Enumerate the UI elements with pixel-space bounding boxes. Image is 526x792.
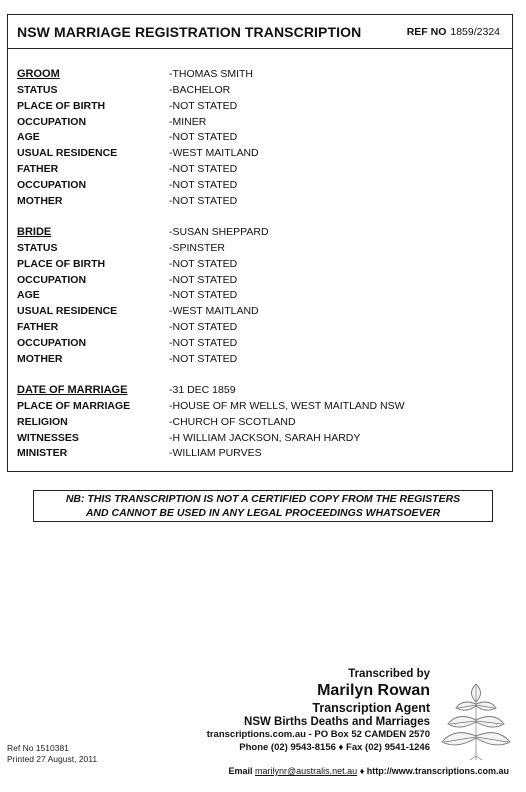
field-label: MOTHER: [17, 352, 63, 365]
ref-value: 1859/2324: [450, 26, 500, 38]
meta-printed: Printed 27 August, 2011: [7, 754, 98, 764]
field-value: -THOMAS SMITH: [169, 68, 253, 80]
field-label: FATHER: [17, 163, 59, 176]
agent-org: NSW Births Deaths and Marriages: [244, 716, 430, 728]
field-row: [17, 194, 507, 210]
field-label: OCCUPATION: [17, 115, 87, 128]
field-row: [17, 257, 507, 273]
groom-heading-row: [17, 67, 507, 83]
marriage-heading-row: [17, 383, 507, 399]
meta-ref-no: Ref No 1510381: [7, 743, 69, 753]
bride-heading-row: [17, 225, 507, 241]
transcription-frame: [7, 14, 513, 472]
field-row: [17, 288, 507, 304]
field-value: -HOUSE OF MR WELLS, WEST MAITLAND NSW: [169, 399, 405, 412]
agent-address: transcriptions.com.au - PO Box 52 CAMDEN 2570: [206, 729, 430, 740]
field-row: [17, 241, 507, 257]
field-label: STATUS: [17, 241, 58, 254]
field-value: -BACHELOR: [169, 83, 231, 96]
field-row: [17, 431, 507, 447]
document-header: [8, 15, 512, 49]
web-link[interactable]: ♦ http://www.transcriptions.com.au: [359, 766, 509, 776]
field-value: -WILLIAM PURVES: [169, 447, 262, 460]
agent-block: [207, 668, 430, 753]
agent-name: Marilyn Rowan: [317, 682, 430, 699]
field-row: [17, 352, 507, 368]
field-row: [17, 273, 507, 289]
field-value: -NOT STATED: [169, 336, 238, 349]
reference-number: [407, 26, 500, 38]
field-label: PLACE OF BIRTH: [17, 257, 106, 270]
field-label: OCCUPATION: [17, 336, 87, 349]
field-value: -CHURCH OF SCOTLAND: [169, 415, 296, 428]
field-value: -NOT STATED: [169, 321, 238, 334]
field-label: AGE: [17, 131, 40, 144]
document-title: NSW MARRIAGE REGISTRATION TRANSCRIPTION: [17, 24, 362, 40]
field-value: -NOT STATED: [169, 131, 238, 144]
field-label: OCCUPATION: [17, 178, 87, 191]
notice-line-2: AND CANNOT BE USED IN ANY LEGAL PROCEEDINGS WHATSOEVER: [85, 507, 441, 519]
field-value: -NOT STATED: [169, 163, 238, 176]
field-label: DATE OF MARRIAGE: [17, 384, 128, 396]
marriage-section: [17, 383, 507, 462]
field-row: [17, 399, 507, 415]
field-value: -SUSAN SHEPPARD: [169, 226, 269, 238]
groom-section: [17, 67, 507, 210]
field-row: [17, 320, 507, 336]
contact-line: [228, 766, 509, 776]
field-value: -WEST MAITLAND: [169, 305, 259, 318]
field-label: PLACE OF BIRTH: [17, 99, 106, 112]
field-value: -NOT STATED: [169, 273, 238, 286]
field-label: MOTHER: [17, 194, 63, 207]
field-value: -NOT STATED: [169, 352, 238, 365]
field-row: [17, 146, 507, 162]
legal-notice: [33, 490, 493, 522]
bride-section: [17, 225, 507, 368]
field-label: STATUS: [17, 83, 58, 96]
field-row: [17, 415, 507, 431]
field-label: BRIDE: [17, 226, 52, 238]
field-row: [17, 115, 507, 131]
field-label: USUAL RESIDENCE: [17, 305, 118, 318]
field-row: [17, 446, 507, 462]
field-row: [17, 162, 507, 178]
field-value: -H WILLIAM JACKSON, SARAH HARDY: [169, 431, 361, 444]
field-row: [17, 304, 507, 320]
field-value: -NOT STATED: [169, 178, 238, 191]
field-value: -NOT STATED: [169, 257, 238, 270]
field-value: -NOT STATED: [169, 194, 238, 207]
field-row: [17, 99, 507, 115]
field-row: [17, 178, 507, 194]
email-link[interactable]: marilynr@australis.net.au: [255, 766, 358, 776]
field-value: -WEST MAITLAND: [169, 147, 259, 160]
field-label: GROOM: [17, 68, 60, 80]
print-meta: [7, 743, 97, 765]
field-label: OCCUPATION: [17, 273, 87, 286]
transcribed-by: Transcribed by: [348, 668, 430, 680]
field-label: FATHER: [17, 321, 59, 334]
field-label: MINISTER: [17, 447, 68, 460]
field-label: AGE: [17, 289, 40, 302]
field-value: -NOT STATED: [169, 99, 238, 112]
field-value: -MINER: [169, 115, 207, 128]
field-label: PLACE OF MARRIAGE: [17, 399, 131, 412]
agent-phone: Phone (02) 9543-8156 ♦ Fax (02) 9541-1246: [239, 742, 430, 753]
field-value: -SPINSTER: [169, 241, 226, 254]
field-row: [17, 130, 507, 146]
field-label: RELIGION: [17, 415, 68, 428]
field-label: USUAL RESIDENCE: [17, 147, 118, 160]
agent-role: Transcription Agent: [312, 701, 430, 715]
field-value: -NOT STATED: [169, 289, 238, 302]
tree-logo: [440, 680, 512, 762]
field-label: WITNESSES: [17, 431, 79, 444]
field-row: [17, 336, 507, 352]
notice-line-1: NB: THIS TRANSCRIPTION IS NOT A CERTIFIED COPY FROM THE REGISTERS: [65, 493, 461, 505]
field-row: [17, 83, 507, 99]
ref-label: REF NO: [406, 26, 447, 38]
email-label: Email: [228, 766, 253, 776]
field-value: -31 DEC 1859: [169, 384, 236, 396]
